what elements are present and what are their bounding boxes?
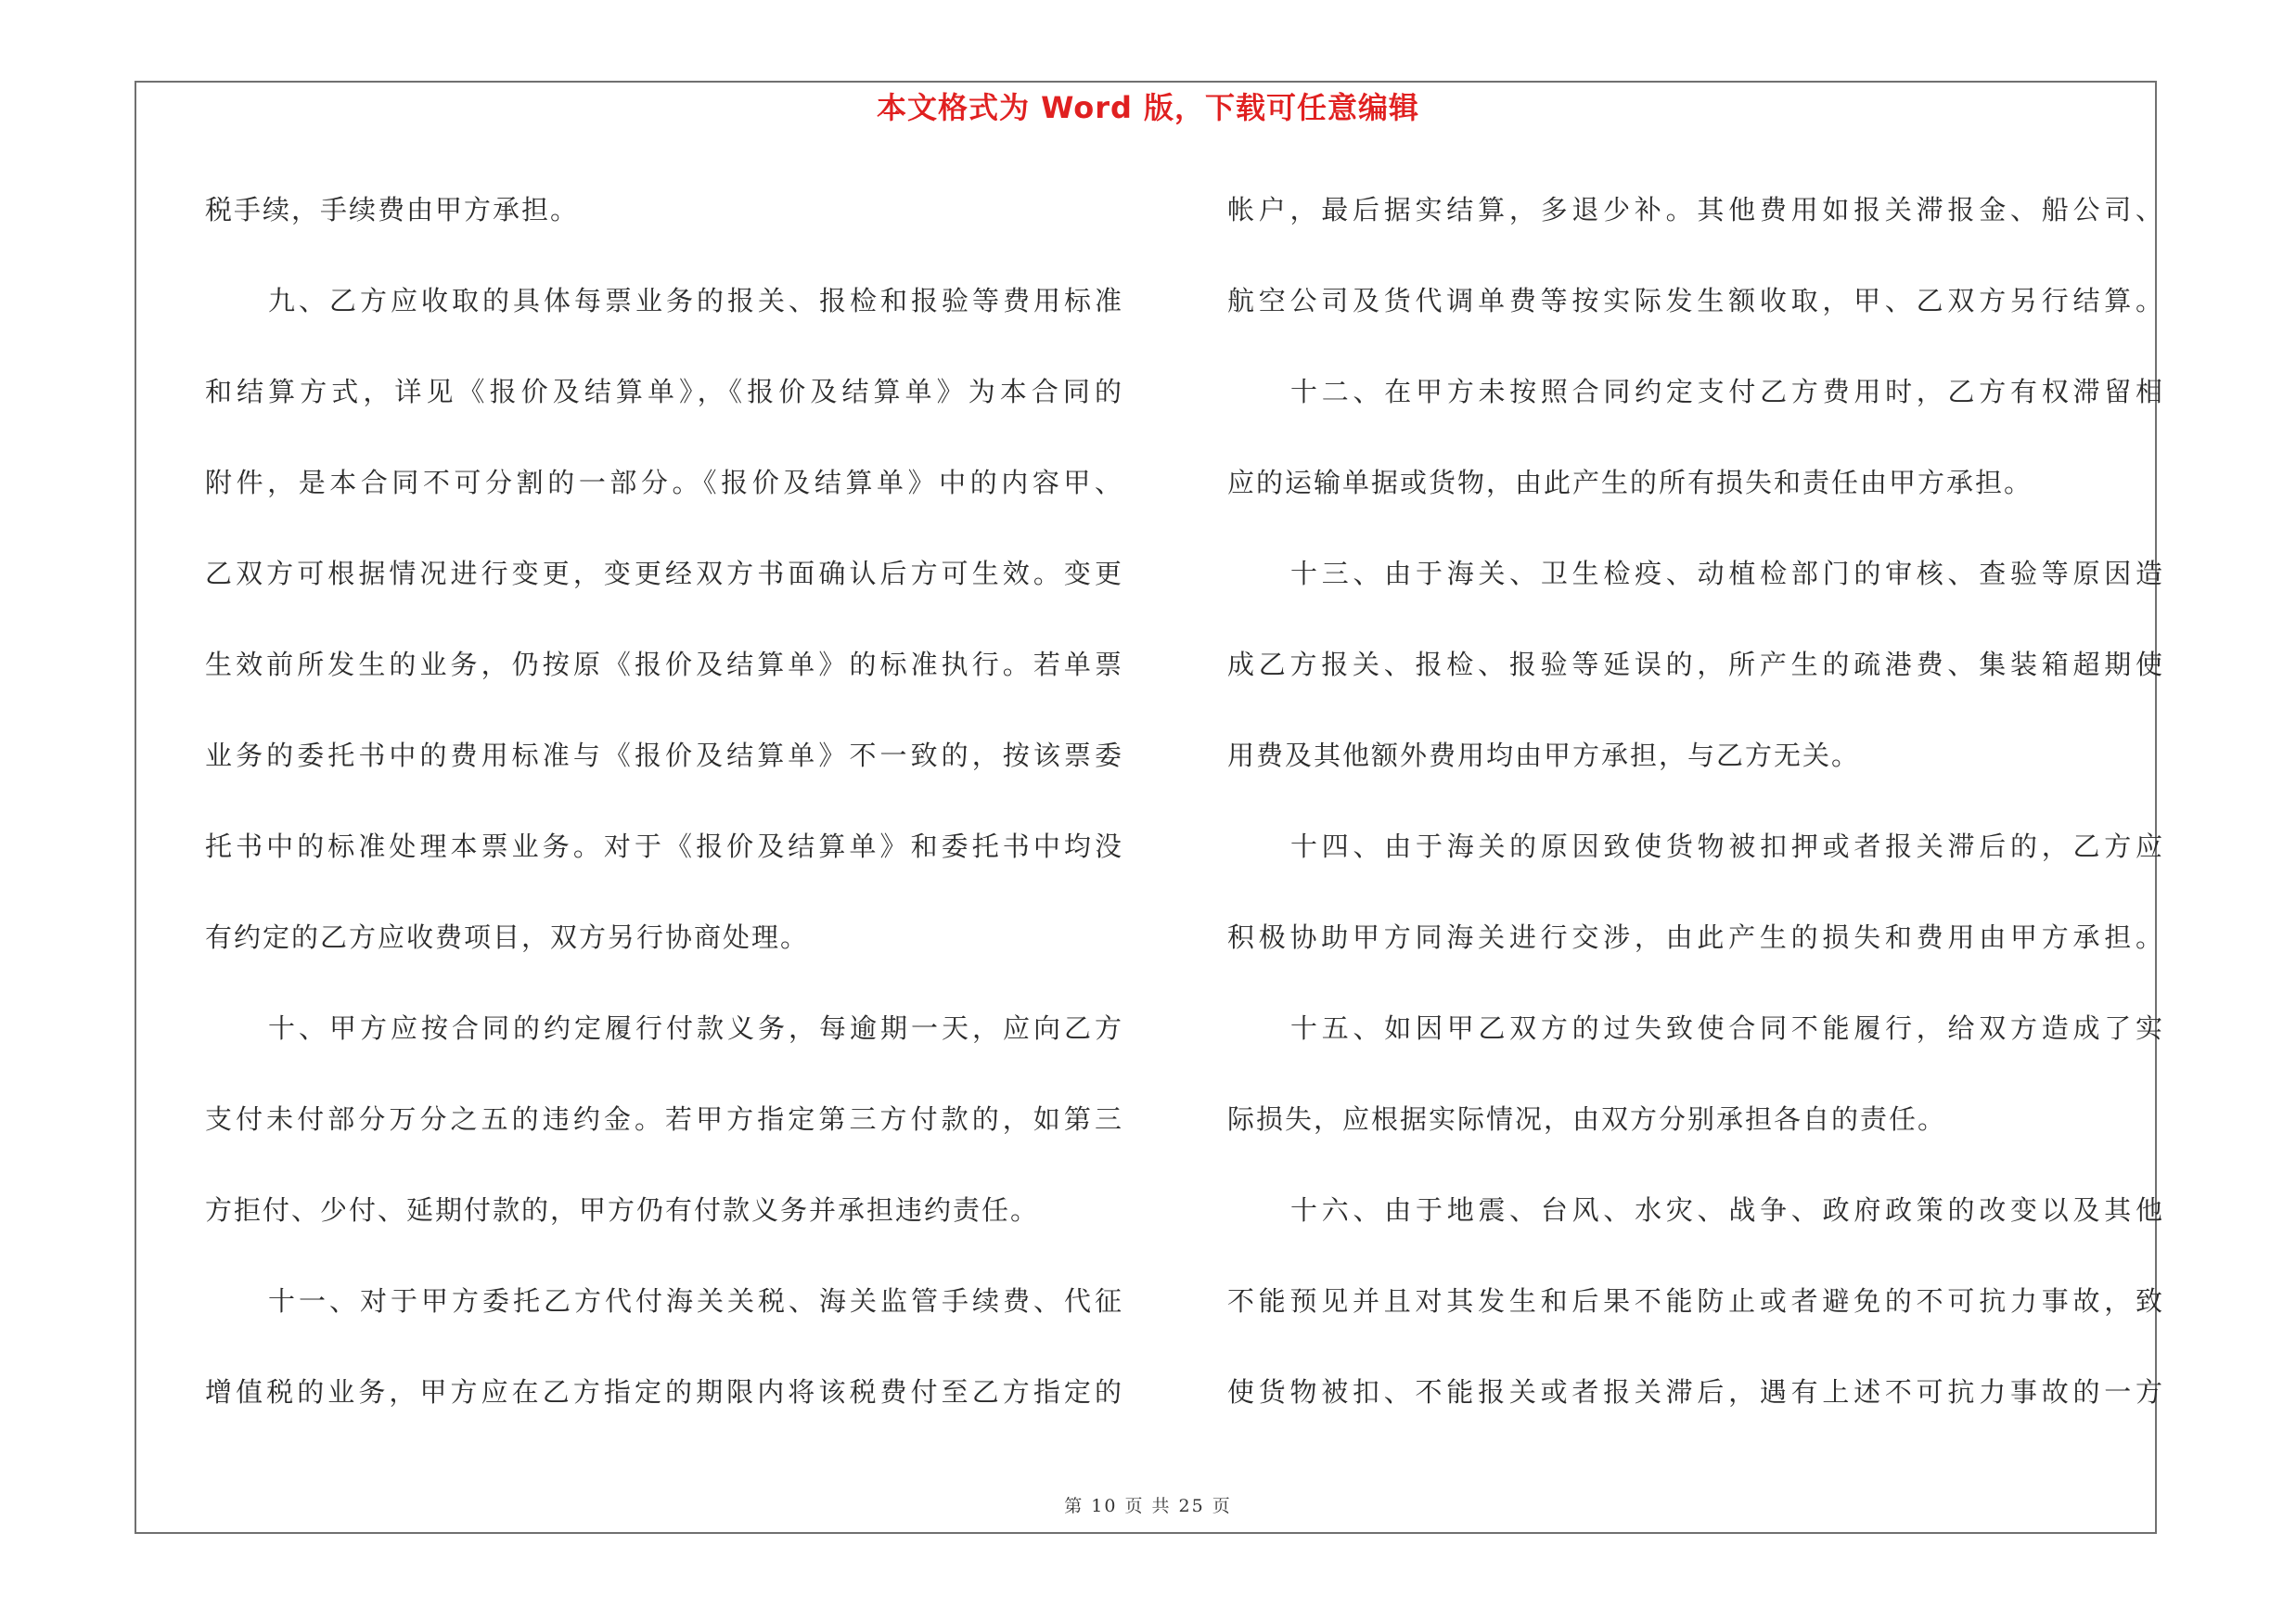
text-line: 附件，是本合同不可分割的一部分。《报价及结算单》中的内容甲、 [205,467,1123,498]
text-line: 有约定的乙方应收费项目，双方另行协商处理。 [205,921,810,953]
text-line: 九、乙方应收取的具体每票业务的报关、报检和报验等费用标准 [268,285,1123,316]
text-line: 十四、由于海关的原因致使货物被扣押或者报关滞后的，乙方应 [1290,831,2164,862]
text-line: 航空公司及货代调单费等按实际发生额收取，甲、乙双方另行结算。 [1227,285,2164,316]
page-number-footer: 第 10 页 共 25 页 [1064,1496,1232,1516]
text-line: 应的运输单据或货物，由此产生的所有损失和责任由甲方承担。 [1227,467,2033,498]
text-line: 方拒付、少付、延期付款的，甲方仍有付款义务并承担违约责任。 [205,1194,1040,1226]
text-line: 生效前所发生的业务，仍按原《报价及结算单》的标准执行。若单票 [205,649,1123,680]
text-line: 用费及其他额外费用均由甲方承担，与乙方无关。 [1227,740,1861,771]
text-line: 十二、在甲方未按照合同约定支付乙方费用时，乙方有权滞留相 [1290,376,2164,407]
text-line: 积极协助甲方同海关进行交涉，由此产生的损失和费用由甲方承担。 [1227,921,2164,953]
text-line: 十一、对于甲方委托乙方代付海关关税、海关监管手续费、代征 [268,1285,1123,1317]
text-line: 和结算方式，详见《报价及结算单》，《报价及结算单》为本合同的 [205,376,1123,407]
text-line: 十六、由于地震、台风、水灾、战争、政府政策的改变以及其他 [1290,1194,2164,1226]
text-line: 税手续，手续费由甲方承担。 [205,194,580,225]
text-line: 际损失，应根据实际情况，由双方分别承担各自的责任。 [1227,1103,1947,1135]
text-line: 乙双方可根据情况进行变更，变更经双方书面确认后方可生效。变更 [205,558,1123,589]
text-line: 帐户，最后据实结算，多退少补。其他费用如报关滞报金、船公司、 [1227,194,2164,225]
text-line: 十五、如因甲乙双方的过失致使合同不能履行，给双方造成了实 [1290,1012,2164,1044]
text-line: 增值税的业务，甲方应在乙方指定的期限内将该税费付至乙方指定的 [205,1376,1123,1408]
text-line: 业务的委托书中的费用标准与《报价及结算单》不一致的，按该票委 [205,740,1123,771]
right-text-column [1227,182,2164,1455]
left-text-column [205,182,1123,1455]
text-line: 十、甲方应按合同的约定履行付款义务，每逾期一天，应向乙方 [268,1012,1123,1044]
text-line: 托书中的标准处理本票业务。对于《报价及结算单》和委托书中均没 [205,831,1123,862]
text-line: 使货物被扣、不能报关或者报关滞后，遇有上述不可抗力事故的一方 [1227,1376,2164,1408]
text-line: 成乙方报关、报检、报验等延误的，所产生的疏港费、集装箱超期使 [1227,649,2164,680]
word-format-banner: 本文格式为 Word 版，下载可任意编辑 [876,90,1420,125]
text-line: 支付未付部分万分之五的违约金。若甲方指定第三方付款的，如第三 [205,1103,1123,1135]
text-line: 十三、由于海关、卫生检疫、动植检部门的审核、查验等原因造 [1290,558,2164,589]
text-line: 不能预见并且对其发生和后果不能防止或者避免的不可抗力事故，致 [1227,1285,2164,1317]
